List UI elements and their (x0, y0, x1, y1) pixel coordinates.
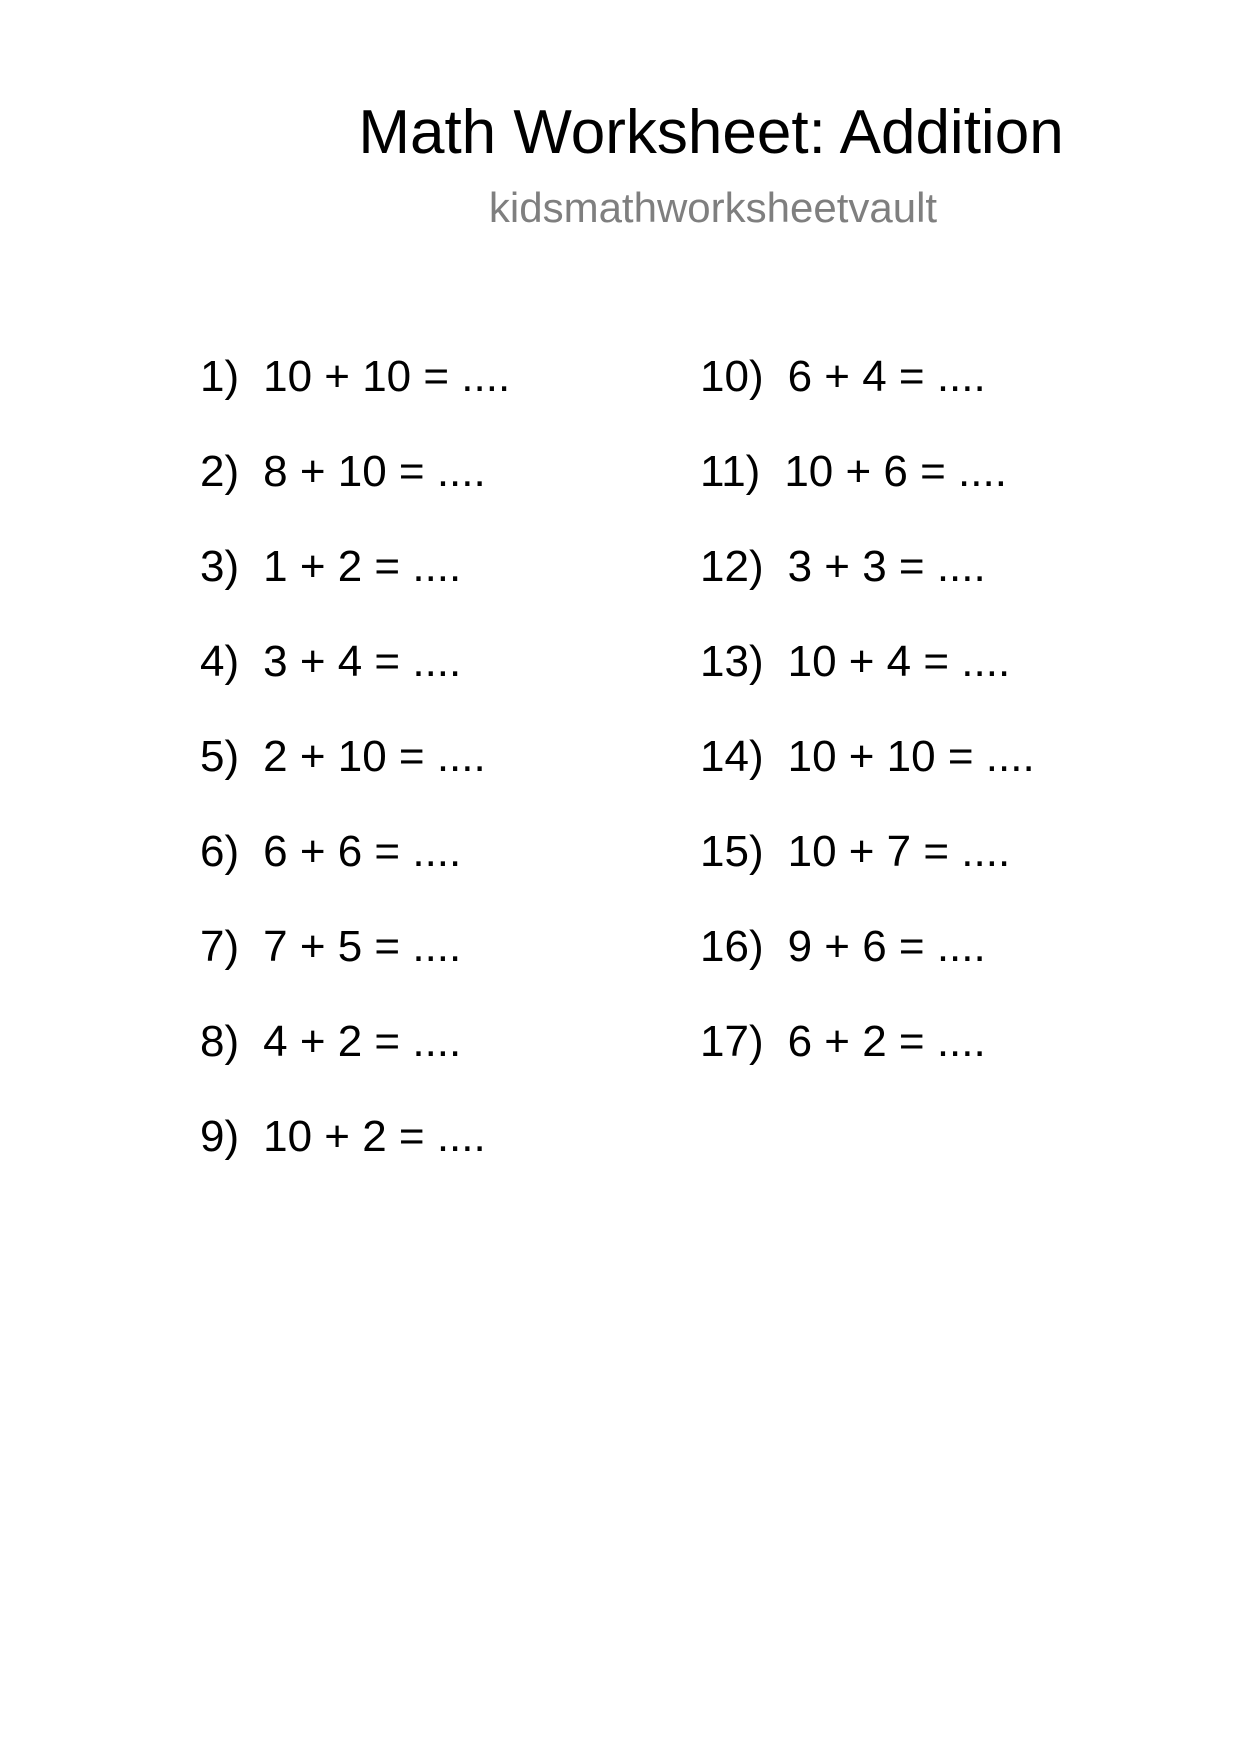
problem-number: 3) (200, 542, 240, 591)
problem-number: 11) (700, 447, 761, 496)
problem-number: 13) (700, 637, 764, 686)
problem-expression: 3 + 3 = .... (787, 542, 986, 591)
problem-number: 10) (700, 352, 764, 401)
problem-item (200, 636, 510, 731)
problem-item (700, 921, 1035, 1016)
page-title: Math Worksheet: Addition (358, 98, 1064, 167)
problem-number: 17) (700, 1017, 764, 1066)
problem-item (700, 446, 1035, 541)
problem-number: 14) (700, 732, 764, 781)
problem-expression: 10 + 4 = .... (787, 637, 1011, 686)
problem-expression: 2 + 10 = .... (263, 732, 486, 781)
problem-item (200, 446, 510, 541)
problem-number: 15) (700, 827, 764, 876)
problem-expression: 3 + 4 = .... (263, 637, 462, 686)
problem-item (700, 541, 1035, 636)
problem-item (700, 1016, 1035, 1111)
problem-expression: 10 + 10 = .... (787, 732, 1035, 781)
problem-number: 6) (200, 827, 240, 876)
problem-item (200, 1111, 510, 1206)
problem-expression: 6 + 4 = .... (787, 352, 986, 401)
problem-number: 4) (200, 637, 240, 686)
problem-item (700, 351, 1035, 446)
problem-number: 16) (700, 922, 764, 971)
problem-expression: 10 + 10 = .... (263, 352, 511, 401)
problem-column-right (700, 351, 1035, 1111)
problem-item (200, 1016, 510, 1111)
problem-expression: 1 + 2 = .... (263, 542, 462, 591)
problem-number: 9) (200, 1112, 240, 1161)
problem-number: 8) (200, 1017, 240, 1066)
problem-expression: 8 + 10 = .... (263, 447, 486, 496)
problem-item (700, 731, 1035, 826)
problem-expression: 4 + 2 = .... (263, 1017, 462, 1066)
problem-expression: 6 + 2 = .... (787, 1017, 986, 1066)
problem-expression: 10 + 7 = .... (787, 827, 1011, 876)
problem-expression: 9 + 6 = .... (787, 922, 986, 971)
problem-item (200, 921, 510, 1016)
problem-number: 5) (200, 732, 240, 781)
problem-number: 12) (700, 542, 764, 591)
problem-number: 1) (200, 352, 240, 401)
problem-item (700, 826, 1035, 921)
problem-item (200, 731, 510, 826)
problem-expression: 10 + 6 = .... (784, 447, 1007, 496)
problem-item (200, 541, 510, 636)
problem-number: 7) (200, 922, 240, 971)
problem-column-left (200, 351, 510, 1206)
problem-expression: 10 + 2 = .... (263, 1112, 486, 1161)
problem-item (700, 636, 1035, 731)
problem-expression: 6 + 6 = .... (263, 827, 462, 876)
problem-number: 2) (200, 447, 240, 496)
problem-item (200, 351, 510, 446)
problem-expression: 7 + 5 = .... (263, 922, 462, 971)
page-subtitle: kidsmathworksheetvault (488, 184, 938, 231)
problem-item (200, 826, 510, 921)
